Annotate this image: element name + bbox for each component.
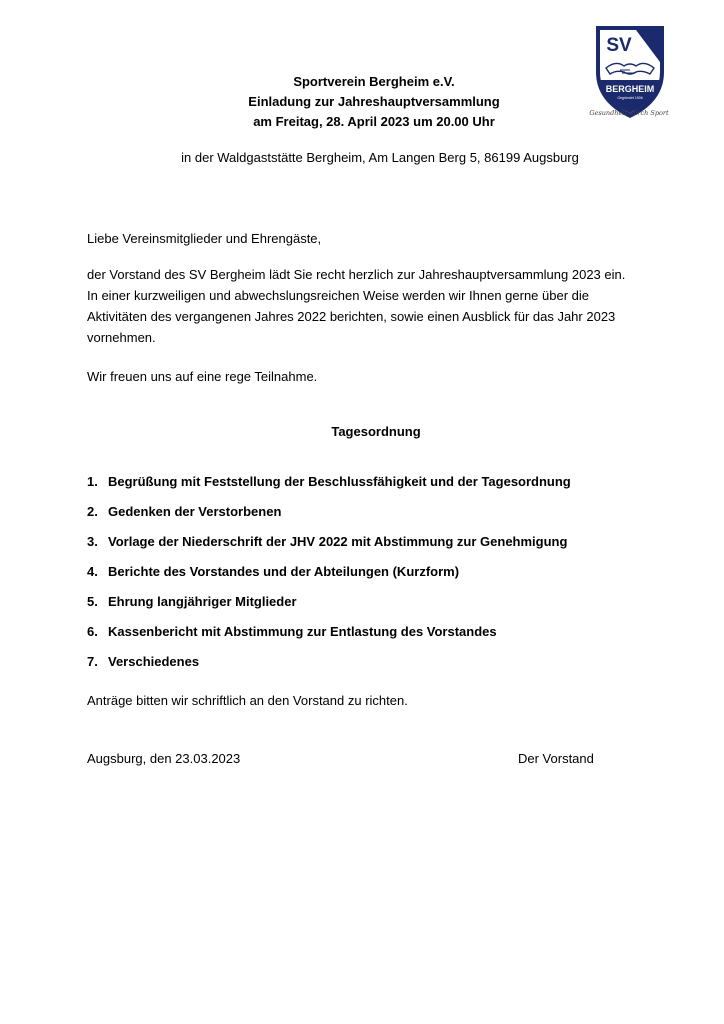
agenda-item bbox=[87, 592, 571, 622]
venue-line: in der Waldgaststätte Bergheim, Am Langen Berg 5, 86199 Augsburg bbox=[181, 150, 579, 165]
agenda-item-text: Kassenbericht mit Abstimmung zur Entlastung des Vorstandes bbox=[108, 624, 497, 639]
meeting-date-heading: am Freitag, 28. April 2023 um 20.00 Uhr bbox=[253, 114, 495, 129]
agenda-item-text: Berichte des Vorstandes und der Abteilungen (Kurzform) bbox=[108, 564, 460, 579]
logo-founded: Gegründet 1906 bbox=[617, 96, 643, 100]
closing-sentence: Wir freuen uns auf eine rege Teilnahme. bbox=[87, 369, 318, 384]
club-name-heading: Sportverein Bergheim e.V. bbox=[293, 74, 455, 89]
agenda-item-number: 7. bbox=[87, 654, 98, 669]
agenda-item-number: 2. bbox=[87, 504, 98, 519]
paragraph-line: In einer kurzweiligen und abwechslungsreichen Weise werden wir Ihnen gerne über die bbox=[87, 288, 589, 303]
signature: Der Vorstand bbox=[518, 751, 594, 766]
agenda-title: Tagesordnung bbox=[331, 424, 421, 439]
logo-abbreviation: SV bbox=[606, 35, 632, 56]
agenda-item-text: Vorlage der Niederschrift der JHV 2022 mit Abstimmung zur Genehmigung bbox=[108, 534, 568, 549]
agenda-item-number: 5. bbox=[87, 594, 98, 609]
agenda-item-text: Ehrung langjähriger Mitglieder bbox=[108, 594, 297, 609]
requests-note: Anträge bitten wir schriftlich an den Vorstand zu richten. bbox=[87, 693, 408, 708]
greeting: Liebe Vereinsmitglieder und Ehrengäste, bbox=[87, 231, 322, 246]
agenda-item-number: 6. bbox=[87, 624, 98, 639]
agenda-item bbox=[87, 472, 571, 502]
place-and-date: Augsburg, den 23.03.2023 bbox=[87, 751, 241, 766]
agenda-item bbox=[87, 502, 571, 532]
agenda-item-number: 3. bbox=[87, 534, 98, 549]
logo-club-name: BERGHEIM bbox=[605, 84, 655, 94]
agenda-list bbox=[87, 472, 571, 682]
invitation-heading: Einladung zur Jahreshauptversammlung bbox=[248, 94, 500, 109]
agenda-item-text: Gedenken der Verstorbenen bbox=[108, 504, 282, 519]
agenda-item bbox=[87, 532, 571, 562]
agenda-item-number: 4. bbox=[87, 564, 98, 579]
agenda-item-text: Begrüßung mit Feststellung der Beschlussfähigkeit und der Tagesordnung bbox=[108, 474, 571, 489]
logo-tagline: Gesundheit durch Sport bbox=[589, 109, 669, 117]
paragraph-line: der Vorstand des SV Bergheim lädt Sie recht herzlich zur Jahreshauptversammlung 2023 ein. bbox=[87, 267, 626, 282]
agenda-item bbox=[87, 652, 571, 682]
agenda-item bbox=[87, 562, 571, 592]
invitation-paragraph bbox=[87, 264, 667, 348]
paragraph-line: Aktivitäten des vergangenen Jahres 2022 berichten, sowie einen Ausblick für das Jahr 2023 bbox=[87, 309, 616, 324]
paragraph-line: vornehmen. bbox=[87, 330, 156, 345]
agenda-item-number: 1. bbox=[87, 474, 98, 489]
agenda-item bbox=[87, 622, 571, 652]
agenda-item-text: Verschiedenes bbox=[108, 654, 200, 669]
